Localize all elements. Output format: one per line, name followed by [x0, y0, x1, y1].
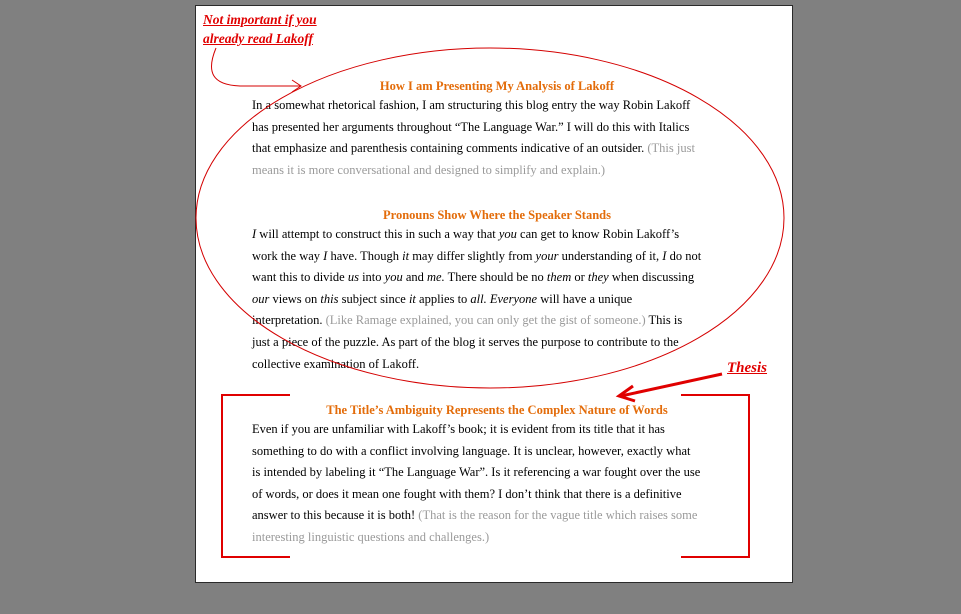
- text-run: In a somewhat rhetorical fashion, I am structuring this blog entry the way Robin Lakoff: [252, 98, 691, 112]
- text-line: [252, 332, 742, 354]
- text-run: and: [402, 270, 428, 285]
- text-run: or: [571, 270, 588, 285]
- section-body: [252, 419, 742, 549]
- emphasis-text: them: [546, 270, 572, 285]
- aside-text: interesting linguistic questions and challenges.): [252, 529, 490, 544]
- aside-text: (That is the reason for the vague title which raises some: [418, 508, 698, 523]
- text-line: [252, 267, 742, 289]
- aside-text: (This just: [647, 141, 695, 156]
- text-run: that emphasize and parenthesis containing comments indicative of an outsider.: [252, 141, 648, 156]
- text-run: do not: [666, 248, 702, 263]
- text-line: [252, 138, 742, 160]
- section-body: [252, 95, 742, 181]
- text-line: [252, 441, 742, 463]
- text-run: work the way: [252, 248, 324, 263]
- section-heading: How I am Presenting My Analysis of Lakoff: [379, 79, 615, 93]
- text-run: is intended by labeling it “The Language War”. Is it referencing a war fought over the use: [252, 465, 701, 480]
- emphasis-text: our: [252, 291, 270, 306]
- emphasis-text: you: [384, 270, 403, 285]
- emphasis-text: this: [320, 291, 339, 306]
- text-run: will have a unique: [537, 291, 633, 306]
- emphasis-text: us: [347, 270, 359, 285]
- emphasis-text: your: [535, 248, 559, 263]
- section-heading: Pronouns Show Where the Speaker Stands: [383, 208, 611, 222]
- text-run: collective examination of Lakoff.: [252, 356, 420, 371]
- emphasis-text: all.: [470, 291, 487, 306]
- text-line: [252, 224, 742, 246]
- section-presenting-analysis: [252, 77, 742, 181]
- text-run: views on: [269, 291, 321, 306]
- text-run: just a piece of the puzzle. As part of the blog it serves the purpose to contribute to the: [252, 334, 679, 349]
- emphasis-text: Everyone: [489, 291, 538, 306]
- text-run: something to do with a conflict involving language. It is unclear, however, exactly what: [252, 443, 691, 458]
- text-run: can get to know Robin Lakoff’s: [516, 227, 680, 241]
- section-body: [252, 224, 742, 375]
- margin-note: [203, 10, 373, 48]
- note-line: already read Lakoff: [203, 31, 313, 46]
- emphasis-text: I: [252, 227, 257, 241]
- text-run: applies to: [415, 291, 471, 306]
- note-line: Not important if you: [203, 12, 317, 27]
- emphasis-text: it: [408, 291, 416, 306]
- text-line: [252, 462, 742, 484]
- text-line: [252, 246, 742, 268]
- text-line: [252, 484, 742, 506]
- text-line: [252, 289, 742, 311]
- section-pronouns: [252, 206, 742, 375]
- text-run: may differ slightly from: [409, 248, 536, 263]
- text-run: understanding of it,: [558, 248, 663, 263]
- section-title-ambiguity: [252, 401, 742, 549]
- emphasis-text: I: [662, 248, 667, 263]
- text-line: [252, 95, 742, 117]
- thesis-label: Thesis: [727, 360, 768, 376]
- text-run: There should be no: [444, 270, 547, 285]
- emphasis-text: you: [498, 227, 517, 241]
- text-line: [252, 160, 742, 182]
- text-run: answer to this because it is both!: [252, 508, 419, 523]
- text-run: want this to divide: [252, 270, 348, 285]
- aside-text: means it is more conversational and designed to simplify and explain.): [252, 162, 606, 177]
- section-heading: The Title’s Ambiguity Represents the Complex Nature of Words: [326, 403, 668, 417]
- emphasis-text: me.: [427, 270, 445, 285]
- text-line: [252, 354, 742, 376]
- text-run: into: [358, 270, 385, 285]
- text-line: [252, 117, 742, 139]
- text-run: have. Though: [327, 248, 403, 263]
- text-run: This is: [645, 313, 683, 328]
- emphasis-text: it: [402, 248, 410, 263]
- text-run: of words, or does it mean one fought with them? I don’t think that there is a definitive: [252, 486, 682, 501]
- emphasis-text: I: [323, 248, 328, 263]
- emphasis-text: they: [587, 270, 609, 285]
- text-line: [252, 310, 742, 332]
- text-run: will attempt to construct this in such a way that: [256, 227, 499, 241]
- text-line: [252, 419, 742, 441]
- text-run: subject since: [338, 291, 409, 306]
- text-run: when discussing: [608, 270, 695, 285]
- text-run: Even if you are unfamiliar with Lakoff’s book; it is evident from its title that it has: [252, 422, 665, 436]
- text-run: has presented her arguments throughout “The Language War.” I will do this with Italics: [252, 119, 690, 134]
- aside-text: (Like Ramage explained, you can only get the gist of someone.): [325, 313, 646, 328]
- text-run: interpretation.: [252, 313, 326, 328]
- text-line: [252, 527, 742, 549]
- text-line: [252, 505, 742, 527]
